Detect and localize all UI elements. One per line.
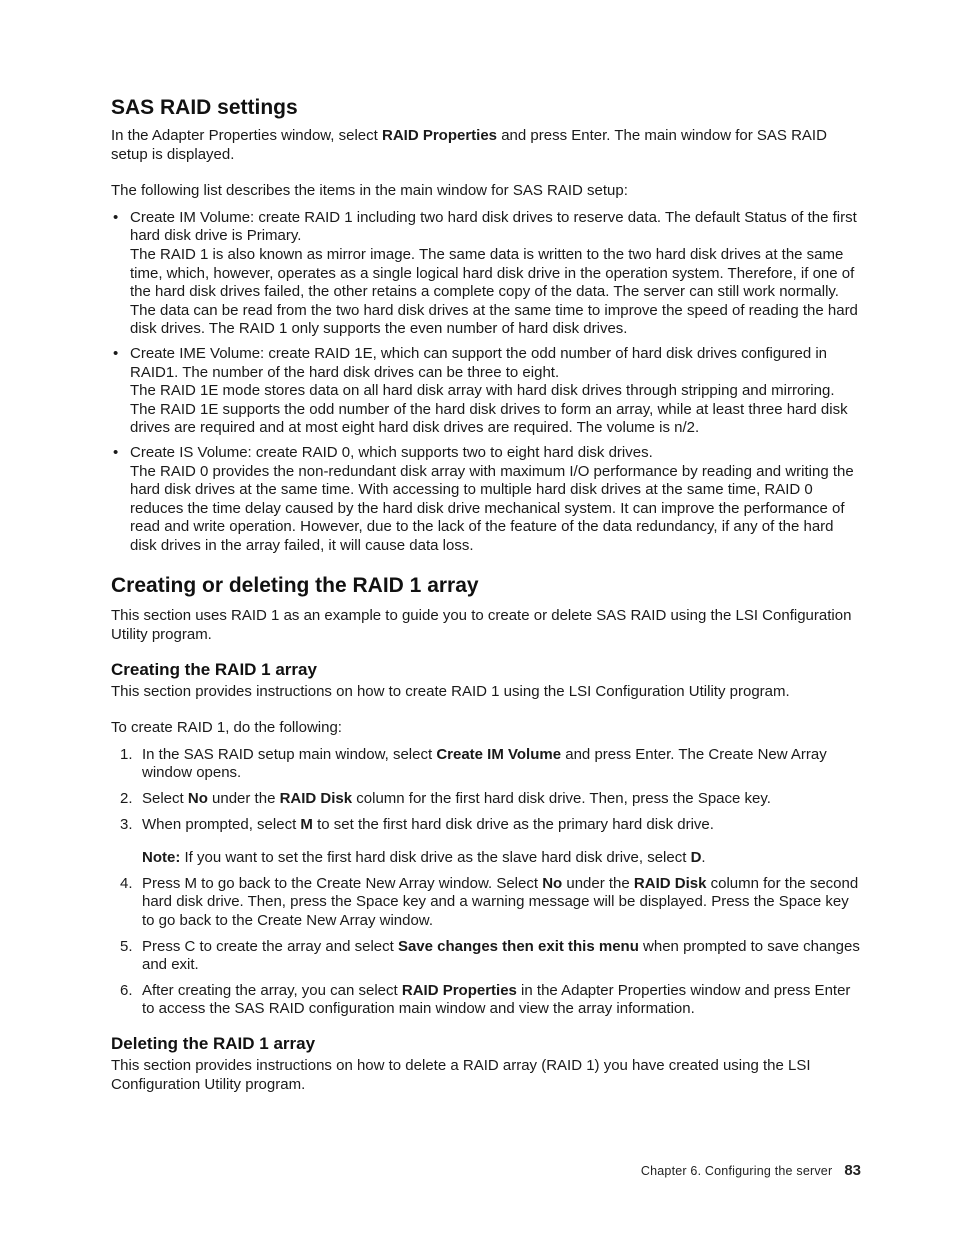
- chapter-label: Chapter 6. Configuring the server: [640, 1164, 833, 1178]
- heading-deleting: Deleting the RAID 1 array: [111, 1033, 316, 1053]
- step-4: 4. Press M to go back to the Create New Array window. Select No under the RAID Disk column for the second hard disk drive. Then, press the Space key and a warning message will be displayed. Press the Space key to go back to the Create New Array window.: [120, 874, 859, 929]
- creating-intro: This section provides instructions on how to create RAID 1 using the LSI Configuration Utility program.: [111, 682, 790, 700]
- list-item: • Create IME Volume: create RAID 1E, which can support the odd number of hard disk drives configured in RAID1. The number of the hard disk drives can be three to eight. The RAID 1E mode stores data on all hard disk array with hard disk drives through stripping and mirroring. The RAID 1E supports the odd number of the hard disk drives to form an array, while at least three hard disk drives are required and at most eight hard disk drives are required. The volume is n/2.: [113, 344, 848, 437]
- deleting-intro: This section provides instructions on how to delete a RAID array (RAID 1) you have created using the LSI Configuration Utility program.: [111, 1056, 811, 1093]
- sas-items-list: [111, 209, 863, 556]
- creating-deleting-intro: This section uses RAID 1 as an example to guide you to create or delete SAS RAID using the LSI Configuration Utility program.: [111, 607, 852, 644]
- step-3: 3. When prompted, select M to set the first hard disk drive as the primary hard disk drive.: [120, 815, 714, 833]
- page-content: [111, 95, 863, 1094]
- bullet-icon: •: [113, 443, 119, 461]
- step-6: 6. After creating the array, you can select RAID Properties in the Adapter Properties window and press Enter to access the SAS RAID configuration main window and view the array information.: [120, 981, 851, 1018]
- creating-steps-intro: To create RAID 1, do the following:: [111, 719, 342, 737]
- creating-steps: [111, 746, 863, 834]
- list-item: • Create IM Volume: create RAID 1 including two hard disk drives to reserve data. The default Status of the first hard disk drive is Primary. The RAID 1 is also known as mirror image. The same data is written to the two hard disk drives at the same time, which, however, operates as a single logical hard disk drive in the operation system. Therefore, if one of the hard disk drives failed, the other retains a complete copy of the data. The server can still work normally. The data can be read from the two hard disk drives at the same time to improve the speed of reading the hard disk drives. The RAID 1 only supports the even number of hard disk drives.: [113, 208, 858, 338]
- note: Note: If you want to set the first hard disk drive as the slave hard disk drive, select D.: [142, 849, 706, 867]
- heading-creating-deleting: Creating or deleting the RAID 1 array: [111, 574, 479, 598]
- page-footer: [641, 1162, 861, 1181]
- sas-intro: In the Adapter Properties window, select RAID Properties and press Enter. The main window for SAS RAID setup is displayed.: [111, 127, 827, 163]
- sas-list-intro: The following list describes the items in the main window for SAS RAID setup:: [111, 182, 628, 200]
- heading-creating: Creating the RAID 1 array: [111, 659, 317, 679]
- creating-steps-continued: [111, 875, 863, 1019]
- heading-sas-raid-settings: SAS RAID settings: [111, 96, 298, 119]
- page-number: 83: [844, 1162, 861, 1179]
- step-2: 2. Select No under the RAID Disk column for the first hard disk drive. Then, press the Space key.: [120, 790, 771, 808]
- step-5: 5. Press C to create the array and select Save changes then exit this menu when prompted to save changes and exit.: [120, 937, 860, 974]
- list-item: • Create IS Volume: create RAID 0, which supports two to eight hard disk drives. The RAID 0 provides the non-redundant disk array with maximum I/O performance by reading and writing the hard disk drives at the same time. With accessing to multiple hard disk drives at the same time, RAID 0 reduces the time delay caused by the hard disk drive mechanical system. It can improve the performance of read and write operation. However, due to the lack of the feature of the data redundancy, if any of the hard disk drives in the array failed, it will cause data loss.: [113, 443, 854, 554]
- step-1: 1. In the SAS RAID setup main window, select Create IM Volume and press Enter. The Create New Array window opens.: [120, 745, 827, 782]
- bullet-icon: •: [113, 208, 119, 226]
- bullet-icon: •: [113, 344, 119, 362]
